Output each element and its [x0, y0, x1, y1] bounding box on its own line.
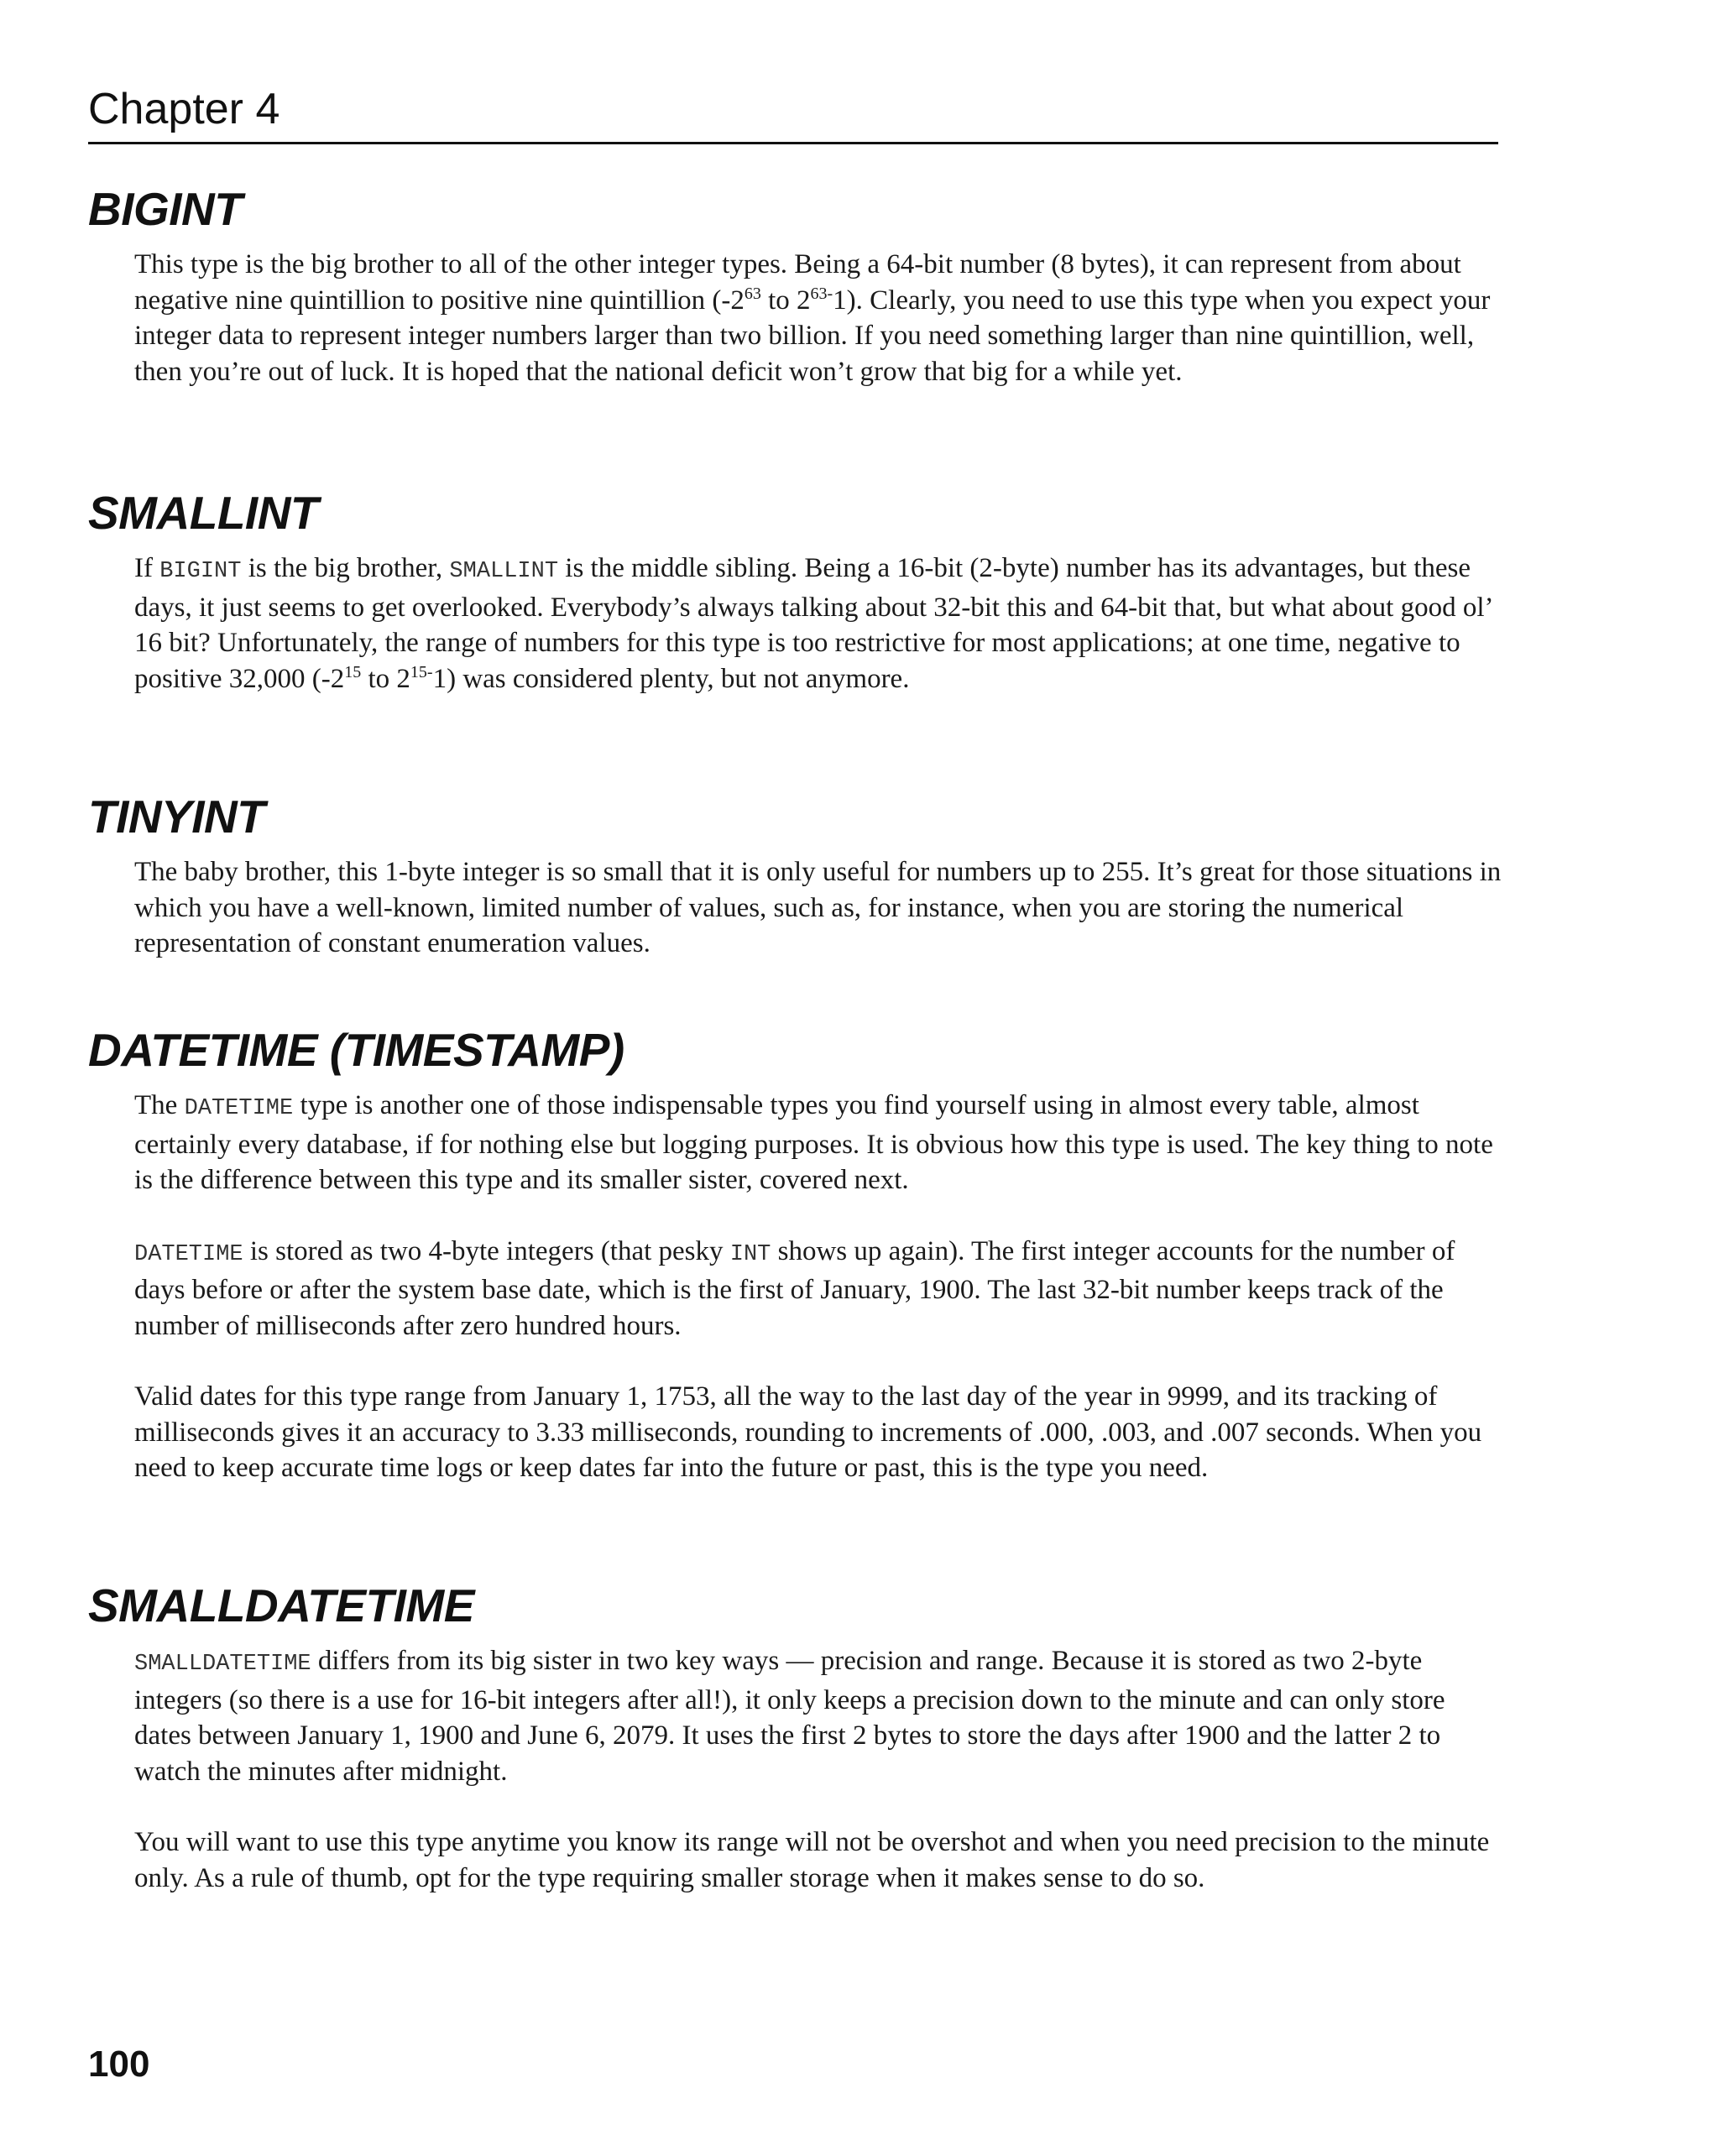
section-heading: BIGINT: [88, 183, 243, 235]
text-run: 1). Clearly, you need to use this type when you expect your integer data to represent integer numbers larger than two billion. If you need something larger than nine quintillion, well, then you’re out of luck. It is hoped that the national deficit won’t grow that big for a while yet.: [134, 285, 1491, 387]
superscript: 15: [344, 662, 362, 681]
body-paragraph: [134, 551, 1507, 697]
text-run: differs from its big sister in two key ways — precision and range. Because it is stored as two 2-byte integers (so there is a use for 16-bit integers after all!), it only keeps a precision down to the minute and can only store dates between January 1, 1900 and June 6, 2079. It uses the first 2 bytes to store the days after 1900 and the latter 2 to watch the minutes after midnight.: [134, 1646, 1445, 1787]
section-bigint: [88, 183, 1507, 389]
body-paragraph: [134, 1234, 1507, 1344]
section-smalldatetime: [88, 1579, 1507, 1896]
body-paragraph: The baby brother, this 1-byte integer is so small that it is only useful for numbers up to 255. It’s great for those situations in which you have a well-known, limited number of values, such as, for instance, when you are storing the numerical representation of constant enumeration values.: [134, 857, 1502, 958]
text-run: type is another one of those indispensable types you find yourself using in almost every table, almost certainly every database, if for nothing else but logging purposes. It is obvious how this type is used. The key thing to note is the difference between this type and its smaller sister, covered next.: [134, 1090, 1493, 1195]
running-head: Chapter 4: [88, 85, 280, 133]
section-datetime: [88, 1024, 1507, 1486]
text-run: is the middle sibling. Being a 16-bit (2-byte) number has its advantages, but these days, it just seems to get overlooked. Everybody’s always talking about 32-bit this and 64-bit that, but what about good ol’ 16 bit? Unfortunately, the range of numbers for this type is too restrictive for most applications; at one time, negative to positive 32,000 (-2: [134, 553, 1492, 694]
inline-code: SMALLDATETIME: [134, 1652, 311, 1677]
inline-code: SMALLINT: [449, 559, 559, 584]
body-paragraph: Valid dates for this type range from January 1, 1753, all the way to the last day of the year in 9999, and its tracking of milliseconds gives it an accuracy to 3.33 milliseconds, rounding to increments of .000, .003, and .007 seconds. When you need to keep accurate time logs or keep dates far into the future or past, this is the type you need.: [134, 1381, 1482, 1483]
inline-code: DATETIME: [184, 1096, 294, 1121]
text-run: to 2: [361, 663, 410, 694]
superscript: 63-: [810, 284, 833, 303]
superscript: 15-: [410, 662, 433, 681]
page-number: 100: [88, 2044, 150, 2085]
inline-code: DATETIME: [134, 1241, 243, 1267]
section-smallint: [88, 487, 1507, 697]
text-run: The: [134, 1090, 185, 1120]
section-tinyint: [88, 791, 1507, 962]
header-rule: [88, 142, 1498, 144]
section-heading: DATETIME (TIMESTAMP): [88, 1024, 624, 1076]
body-paragraph: [134, 247, 1507, 389]
text-run: This type is the big brother to all of the other integer types. Being a 64-bit number (8 bytes), it can represent from about negative nine quintillion to positive nine quintillion (-2: [134, 249, 1461, 316]
text-run: 1) was considered plenty, but not anymore.: [432, 663, 910, 694]
section-heading: TINYINT: [88, 791, 265, 843]
text-run: is stored as two 4-byte integers (that pesky: [243, 1235, 730, 1266]
body-paragraph: [134, 1643, 1507, 1789]
text-run: to 2: [760, 285, 811, 316]
text-run: is the big brother,: [241, 553, 450, 583]
text-run: If: [134, 553, 160, 583]
section-heading: SMALLINT: [88, 487, 319, 539]
superscript: 63: [744, 284, 761, 303]
inline-code: INT: [729, 1241, 771, 1267]
section-heading: SMALLDATETIME: [88, 1579, 474, 1631]
text-run: shows up again). The first integer accounts for the number of days before or after the system base date, which is the first of January, 1900. The last 32-bit number keeps track of the number of milliseconds after zero hundred hours.: [134, 1235, 1455, 1341]
body-paragraph: You will want to use this type anytime you know its range will not be overshot and when you need precision to the minute only. As a rule of thumb, opt for the type requiring smaller storage when it makes sense to do so.: [134, 1827, 1490, 1893]
body-paragraph: [134, 1088, 1507, 1198]
inline-code: BIGINT: [159, 559, 242, 584]
